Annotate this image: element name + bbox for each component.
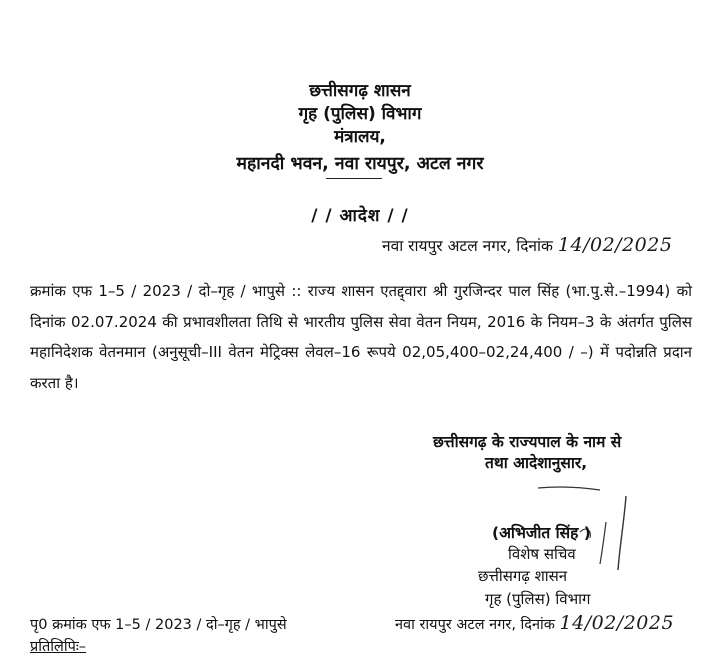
copy-to-label: प्रतिलिपिः– (30, 639, 87, 655)
signatory-designation: विशेष सचिव (508, 545, 576, 563)
order-title: / / आदेश / / (311, 206, 409, 226)
header-government: छत्तीसगढ़ शासन (309, 81, 411, 101)
endorsement-date-line (395, 612, 674, 634)
endorsement-date-handwritten: 14/02/2025 (559, 612, 675, 634)
issue-date-handwritten: 14/02/2025 (557, 234, 673, 256)
authority-line-1: छत्तीसगढ़ के राज्यपाल के नाम से (433, 433, 622, 451)
issue-date-line (382, 234, 672, 256)
header-address: महानदी भवन, नवा रायपुर, अटल नगर (236, 154, 484, 174)
order-paragraph: क्रमांक एफ 1–5 / 2023 / दो–गृह / भापुसे :: राज्य शासन एतद्द्वारा श्री गुरजिन्दर पाल सिंह (भा.पु.से.–1994) को दिनांक 02.07.2024 की प्रभावशीलता तिथि से भारतीय पुलिस सेवा वेतन नियम, 2016 के नियम–3 के अंतर्गत पुलिस महानिदेशक वेतनमान (अनुसूची–III वेतन मेट्रिक्स लेवल–16 रूपये 02,05,400–02,24,400 / –) में पदोन्नति प्रदान करता है। (30, 282, 692, 392)
header-ministry: मंत्रालय, (334, 127, 386, 147)
issue-date-label: नवा रायपुर अटल नगर, दिनांक (382, 237, 553, 255)
header-divider (326, 178, 382, 179)
authority-line-2: तथा आदेशानुसार, (485, 454, 588, 472)
endorsement-reference: पृ0 क्रमांक एफ 1–5 / 2023 / दो–गृह / भापुसे (30, 617, 287, 633)
signatory-name: (अभिजीत सिंह ) (492, 524, 591, 542)
header-department: गृह (पुलिस) विभाग (298, 104, 422, 124)
endorsement-date-label: नवा रायपुर अटल नगर, दिनांक (395, 617, 555, 633)
signatory-department: गृह (पुलिस) विभाग (485, 590, 591, 608)
signatory-state: छत्तीसगढ़ शासन (478, 567, 568, 585)
